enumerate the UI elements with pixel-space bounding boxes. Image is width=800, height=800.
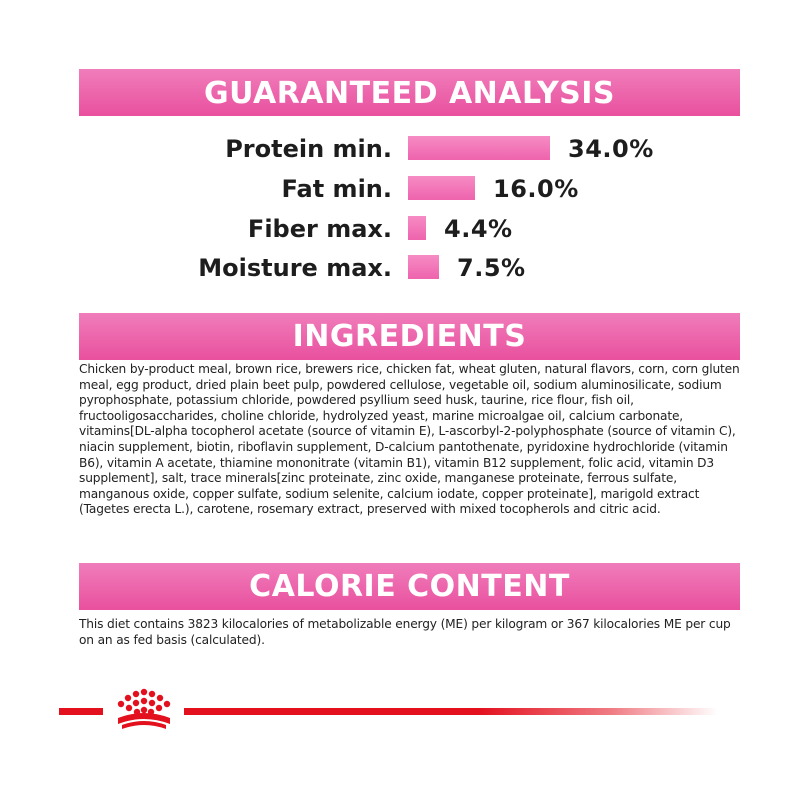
ga-bar-protein [408,136,550,160]
ga-bar-fiber [408,216,426,240]
ga-value-protein: 34.0% [568,135,654,163]
ingredients-header [79,313,740,360]
ga-label-protein: Protein min. [225,135,392,163]
calorie-content-text: This diet contains 3823 kilocalories of metabolizable energy (ME) per kilogram or 367 kilocalories ME per cup on an as fed basis (calculated). [79,617,731,647]
ga-label-moisture: Moisture max. [198,254,392,282]
guaranteed-analysis-header [79,69,740,116]
ga-bar-fat [408,176,475,200]
ga-row-fat [0,171,800,207]
ga-row-fiber [0,211,800,247]
royal-crown-icon [104,684,184,734]
ga-label-fiber: Fiber max. [247,215,392,243]
footer-rule-right [184,708,718,715]
ga-value-fiber: 4.4% [444,215,513,243]
ga-label-fat: Fat min. [281,175,392,203]
ga-value-moisture: 7.5% [457,254,526,282]
footer-rule-left [59,708,103,715]
calorie-content-title: CALORIE CONTENT [249,569,570,604]
ga-value-fat: 16.0% [493,175,579,203]
ga-bar-moisture [408,255,439,279]
ga-row-moisture [0,250,800,286]
ingredients-text: Chicken by-product meal, brown rice, brewers rice, chicken fat, wheat gluten, natural flavors, corn, corn gluten meal, egg product, dried plain beet pulp, powdered cellulose, vegetable oil, sodium aluminosilicate, sodium pyrophosphate, potassium chloride, powdered psyllium seed husk, taurine, rice flour, fish oil, fructooligosaccharides, choline chloride, hydrolyzed yeast, marine microalgae oil, calcium carbonate, vitamins[DL-alpha tocopherol acetate (source of vitamin E), L-ascorbyl-2-polyphosphate (source of vitamin C), niacin supplement, biotin, riboflavin supplement, D-calcium pantothenate, pyridoxine hydrochloride (vitamin B6), vitamin A acetate, thiamine mononitrate (vitamin B1), vitamin B12 supplement, folic acid, vitamin D3 supplement], salt, trace minerals[zinc proteinate, zinc oxide, manganese proteinate, ferrous sulfate, manganous oxide, copper sulfate, sodium selenite, calcium iodate, copper proteinate], marigold extract (Tagetes erecta L.), carotene, rosemary extract, preserved with mixed tocopherols and citric acid. [79,362,740,517]
calorie-content-header [79,563,740,610]
guaranteed-analysis-title: GUARANTEED ANALYSIS [203,76,616,111]
ga-row-protein [0,131,800,167]
ingredients-title: INGREDIENTS [292,319,527,354]
